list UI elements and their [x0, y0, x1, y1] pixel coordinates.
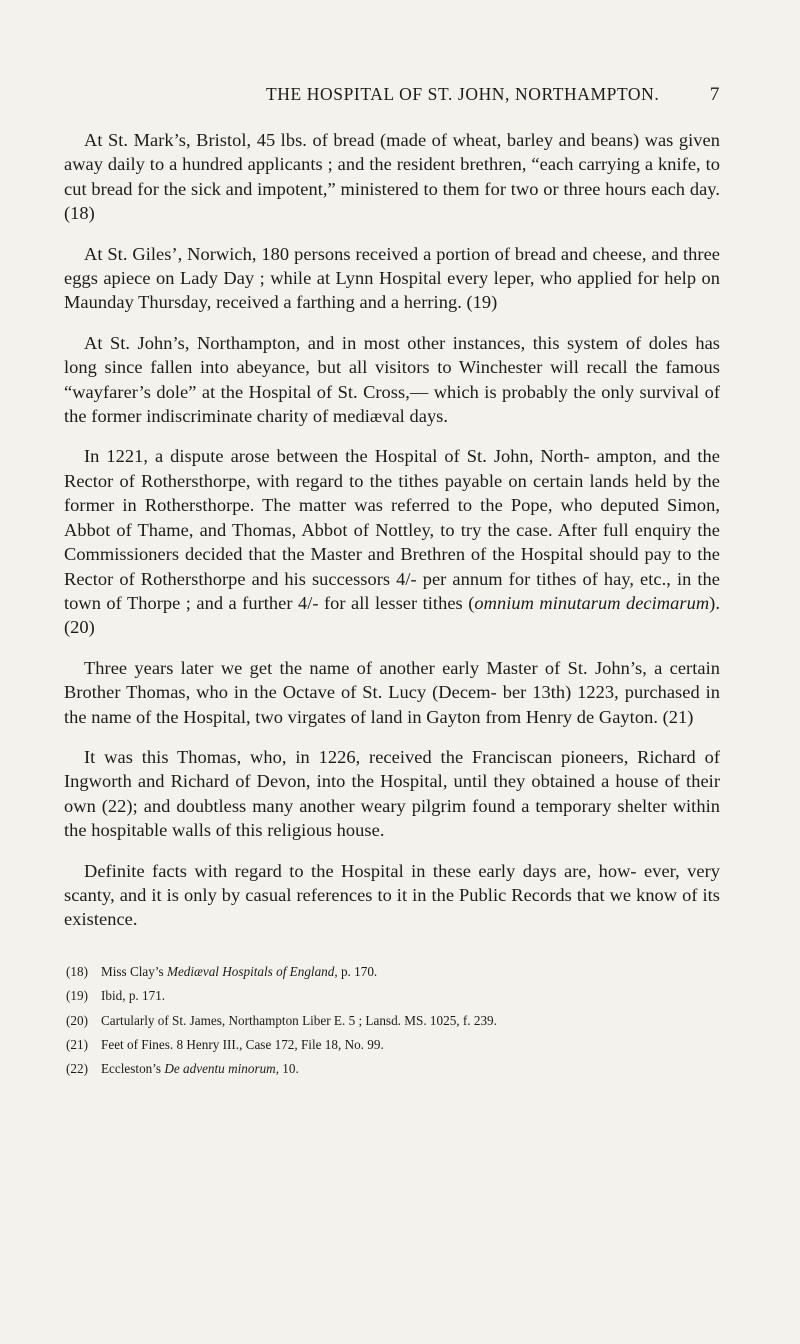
- paragraph-text: Definite facts with regard to the Hospital in these early days are, how- ever, very scanty, and it is only by casual references to it in the Public Records that we know of its existence.: [64, 860, 720, 930]
- running-header: [64, 84, 720, 108]
- paragraph-text: At St. John’s, Northampton, and in most other instances, this system of doles has long since fallen into abeyance, but all visitors to Winchester will recall the famous “wayfarer’s dole” at the Hospital of St. Cross,— which is probably the only survival of the former indiscriminate charity of mediæval days.: [64, 332, 720, 427]
- footnote-number: (21): [66, 1036, 88, 1052]
- latin-phrase: omnium minutarum decimarum: [474, 592, 710, 613]
- footnote-text: Cartularly of St. James, Northampton Liber E. 5 ; Lansd. MS. 1025, f. 239.: [101, 1012, 497, 1028]
- footnote: [64, 960, 720, 984]
- paragraph: [64, 745, 720, 843]
- paragraph: [64, 656, 720, 729]
- paragraph: [64, 242, 720, 315]
- body-text: [64, 128, 720, 948]
- paragraph-text: In 1221, a dispute arose between the Hospital of St. John, North- ampton, and the Rector of Rothersthorpe, with regard to the tithes payable on certain lands held by the former in Rothersthorpe. The matter was referred to the Pope, who deputed Simon, Abbot of Thame, and Thomas, Abbot of Nottley, to try the case. After full enquiry the Commissioners decided that the Master and Brethren of the Hospital should pay to the Rector of Rothersthorpe and his successors 4/- per annum for tithes of hay, etc., in the town of Thorpe ; and a further 4/- for all lesser tithes (: [64, 446, 720, 613]
- paragraph: [64, 859, 720, 932]
- footnote: [64, 1009, 720, 1033]
- footnote: [64, 984, 720, 1008]
- footnote-text: Ibid, p. 171.: [101, 988, 166, 1004]
- paragraph-text: ). (20): [64, 592, 720, 638]
- page-number: 7: [709, 84, 720, 105]
- footnote-number: (22): [66, 1061, 88, 1077]
- footnote-text: , 10.: [275, 1061, 299, 1077]
- footnote-text: Feet of Fines. 8 Henry III., Case 172, File 18, No. 99.: [101, 1036, 384, 1052]
- running-title: THE HOSPITAL OF ST. JOHN, NORTHAMPTON.: [266, 84, 660, 104]
- paragraph: [64, 128, 720, 226]
- footnote-number: (20): [66, 1012, 88, 1028]
- footnote-text: , p. 170.: [334, 964, 378, 979]
- footnote-number: (19): [66, 988, 88, 1004]
- paragraph-text: Three years later we get the name of another early Master of St. John’s, a certain Brother Thomas, who in the Octave of St. Lucy (Decem- ber 13th) 1223, purchased in the name of the Hospital, two virgates of land in Gayton from Henry de Gayton. (21): [64, 657, 720, 727]
- paragraph-text: At St. Giles’, Norwich, 180 persons received a portion of bread and cheese, and three eggs apiece on Lady Day ; while at Lynn Hospital every leper, who applied for help on Maunday Thursday, received a farthing and a herring. (19): [64, 243, 720, 313]
- footnote-text: Miss Clay’s: [101, 964, 167, 979]
- footnote: [64, 1057, 720, 1081]
- paragraph-text: At St. Mark’s, Bristol, 45 lbs. of bread (made of wheat, barley and beans) was given away daily to a hundred applicants ; and the resident brethren, “each carrying a knife, to cut bread for the sick and impotent,” ministered to them for two or three hours each day. (18): [64, 130, 720, 224]
- footnote-number: (18): [66, 964, 88, 979]
- footnote: [64, 1033, 720, 1057]
- paragraph: [64, 444, 720, 639]
- paragraph: [64, 331, 720, 429]
- footnote-title: Mediæval Hospitals of England: [166, 964, 335, 979]
- footnote-text: Eccleston’s: [101, 1061, 165, 1077]
- paragraph-text: It was this Thomas, who, in 1226, received the Franciscan pioneers, Richard of Ingworth and Richard of Devon, into the Hospital, until they obtained a house of their own (22); and doubtless many another weary pilgrim found a temporary shelter within the hospitable walls of this religious house.: [64, 746, 720, 841]
- footnote-title: De adventu minorum: [164, 1061, 276, 1077]
- footnotes: [64, 960, 720, 1081]
